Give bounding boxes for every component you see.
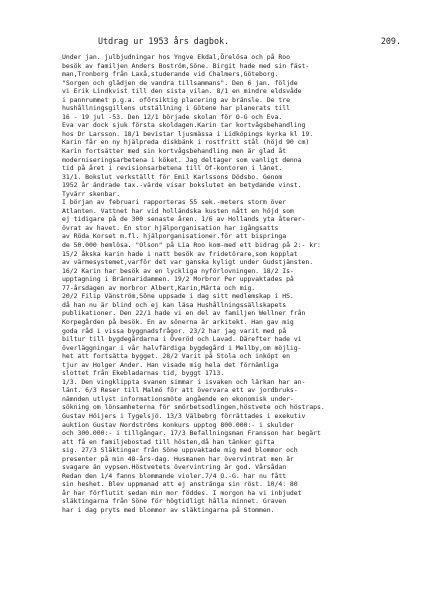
text-line: upptagning i Brännaridammen. 19/2 Morbror Per uppvaktades på <box>62 275 294 284</box>
text-line: publikationer. Den 22/1 hade vi en del av familjen Wellner från <box>62 309 306 318</box>
text-line: slottet från Ekebladarnas tid, byggt 1713. <box>62 369 225 378</box>
text-line: besök av familjen Anders Boström,Söne. Birgit hade med sin fäst- <box>62 61 310 70</box>
text-line: ej tidigare på de 300 senaste åren. 1/6 av Hollands yta återer- <box>62 215 306 224</box>
text-line: att få en familjebostad till hösten,då han tänker gifta <box>62 437 275 446</box>
text-line: länt. 6/3 Reser till Malmö för att övervara ett av jordbruks- <box>62 386 298 395</box>
text-line: 31/1. Bokslut verkställt för Emil Karlssons Dödsbo. Genom <box>62 172 283 181</box>
page-number: 209. <box>380 36 401 46</box>
text-line: har i dag pryts med blommor av släktingarna på Stommen. <box>62 505 275 514</box>
diary-text <box>62 53 414 515</box>
text-line: 1/3. Den vingklippta svanen simmar i isvaken och lärkan har an- <box>62 377 306 386</box>
text-line: sig. 27/3 Släktingar från Söne uppvaktade mig med blommor och <box>62 446 298 455</box>
text-line: i pannrummet p.g.a. oförsiktig placering av bränsle. De tre <box>62 95 290 104</box>
text-line: då han nu är blind och ej kan läsa Hushållningssällskapets <box>62 300 287 309</box>
text-line: Eva var dock sjuk första skoldagen.Karin tar kortvågsbehandling <box>62 121 306 130</box>
text-line: av värmesystemet,varför det var ganska kyligt under Gudstjänsten. <box>62 258 314 267</box>
text-line: Redan den 1/4 fanns blommande violer.7/4 O.-G. har nu fått <box>62 471 287 480</box>
text-line: sin heshet. Blev uppmanad att ej ansträngа sin röst. 10/4: 80 <box>62 480 298 489</box>
text-line: Korpegården på besök. En av sönerna är arkitekt. Han gav mig <box>62 317 294 326</box>
text-line: Karin fortsätter med sin kortvågsbehandling men är glad åt <box>62 147 287 156</box>
text-line: släktingarna från Söne för högtidligt hålla minnet. Graven <box>62 497 287 506</box>
text-line: Karin får en ny hjälpreda diskbänk i rostfritt stål (höjd 90 cm) <box>62 138 310 147</box>
text-line: goda råd i vissa byggnadsfrågor. 23/2 har jag varit med på <box>62 326 287 335</box>
text-line: 77-årsdagen av morbror Albert,Karin,Märta och mig. <box>62 283 256 292</box>
text-line: 1952 år ändrade tax.-värde visar bokslutet en betydande vinst. <box>62 181 302 190</box>
text-line: år har förflutit sedan min mor föddes. I morgon ha vi inbjudet <box>62 488 302 497</box>
text-line: 15/2 åkska karin hade i natt besök av fridetörare,som kopplat <box>62 249 298 258</box>
page-header <box>98 35 401 47</box>
text-line: man,Tronborg från Laxå,studerande vid Chalmers,Göteborg. <box>62 70 279 79</box>
text-line: "Sorgen och glädjen de vandra tillsammans". Den 6 jan. följde <box>62 78 298 87</box>
text-line: het att fortsätta bygget. 28/2 Varit på Stola och inköpt en <box>62 352 290 361</box>
text-line: vi Erik Lindkvist till den sista vilan. 8/1 en mindre eldsvåde <box>62 87 302 96</box>
text-line: sökning om lönsamheterna för smörbetsodlingen,höstvete och höstraps. <box>62 403 325 412</box>
text-line: övrat av havet. En stor hjälporganisation har igångsatts <box>62 223 279 232</box>
text-line: biltur till bygdegårdarna i Överöd och Lavad. Därefter hade vi <box>62 335 302 344</box>
text-line: tid på året i revisionsarbetena till Of-kontoren i länet. <box>62 164 283 173</box>
text-line: 16 - 19 jul -53. Den 12/1 började skolan för O-G och Eva. <box>62 112 283 121</box>
text-line: hushållningsgillens utställning i Götene har planerats till <box>62 104 290 113</box>
text-line: 16/2 Karin har besök av en lyckliga nyförlovningen. 18/2 Is- <box>62 266 294 275</box>
text-line: svagare än vypsen.Höstvetets övervintring är god. Vårsådan <box>62 463 287 472</box>
text-line: hos Dr Larsson. 18/1 bevistar ljusmässa i Lidköpings kyrka kl 19. <box>62 129 314 138</box>
text-line: 20/2 Filip Vänström,Söne uppsade i dag sitt medlemskap i HS. <box>62 292 294 301</box>
text-line: och 300.000:- i tillgångar. 17/3 Befallningsman Fransson har begärt <box>62 429 321 438</box>
text-line: Tyvärr skenbar. <box>62 189 120 198</box>
text-line: auktion Gustav Nordströms konkurs upptog 800.000:- i skulder <box>62 420 294 429</box>
text-line: tjur av Holger Ander. Han visade mig hela det förnämliga <box>62 360 279 369</box>
text-line: Atlanten. Vattnet har vid holländska kusten nått en höjd som <box>62 206 294 215</box>
text-line: av Röda Korset m.fl. hjälporganisationer.för att bispringa <box>62 232 287 241</box>
header-title: Utdrag ur 1953 års dagbok. <box>98 36 230 46</box>
text-line: presenter på min 48-års-dag. Husmanen har övervintrat men är <box>62 454 294 463</box>
text-line: de 50.000 hemlösa. "Olson" på Lia Roo kom-med ett bidrag på 2:- kr: <box>62 241 321 250</box>
text-line: I början av februari rapporteras 55 sek.-meters storm över <box>62 198 287 207</box>
text-line: Gustav Höijers i Tygelsjö. 13/3 Välbebrg förrättades i exekutiv <box>62 411 306 420</box>
text-line: Under jan. julbjudningar hos Yngve Ekdal,Örelösa och på Roo <box>62 53 290 61</box>
text-line: nämnden utlyst informationsmöte angående en ekonomisk under- <box>62 394 294 403</box>
text-line: överläggningar i vår halvfärdiga bygdegård i Mellby,om möjlig- <box>62 343 302 352</box>
text-line: moderniseringsarbetena i köket. Jag deltager som vanligt denna <box>62 155 302 164</box>
